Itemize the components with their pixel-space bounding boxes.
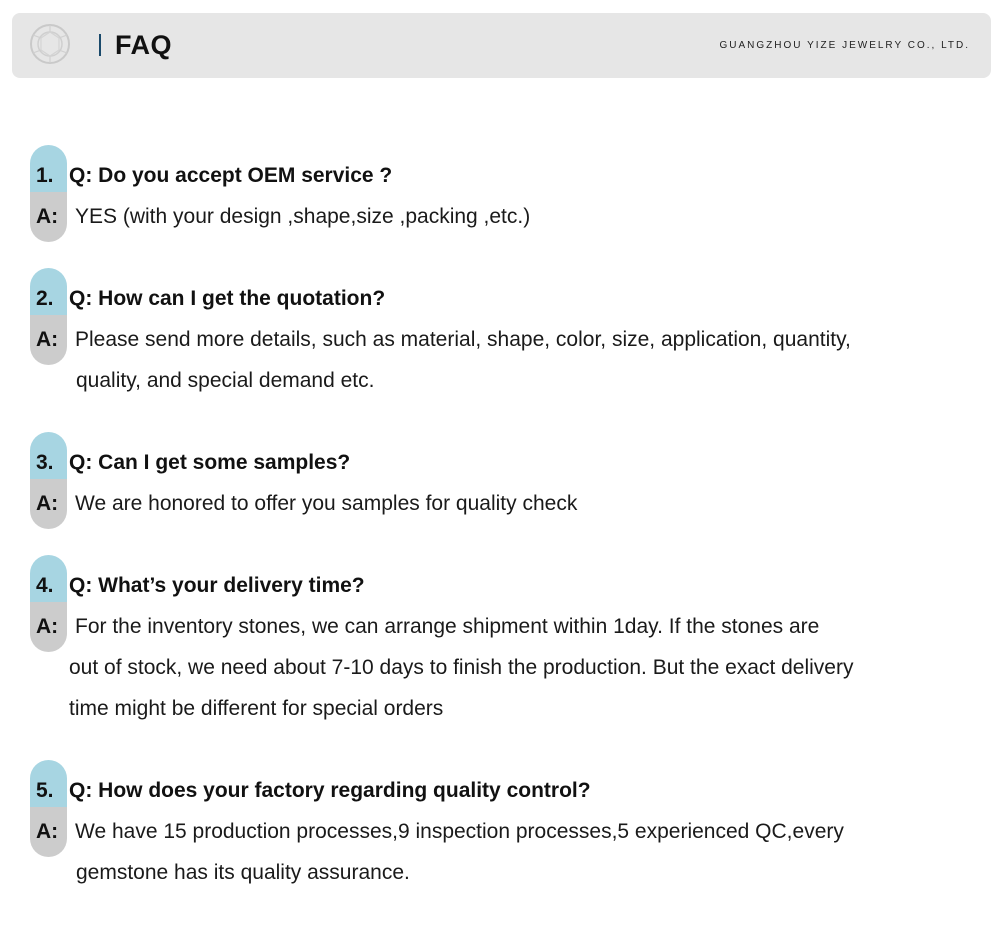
header-divider: [99, 34, 101, 56]
faq-answer-line: quality, and special demand etc.: [76, 369, 375, 392]
faq-number: 1.: [36, 164, 54, 187]
faq-answer-label: A:: [36, 492, 59, 515]
faq-answer-line: We are honored to offer you samples for quality check: [75, 492, 578, 515]
faq-question: Q: Do you accept OEM service ?: [69, 164, 393, 187]
company-name: GUANGZHOU YIZE JEWELRY CO., LTD.: [719, 40, 970, 51]
faq-answer-line: time might be different for special orders: [69, 697, 444, 720]
faq-answer-label: A:: [36, 820, 59, 843]
faq-answer-line: We have 15 production processes,9 inspection processes,5 experienced QC,every: [75, 820, 844, 843]
page-title: FAQ: [115, 30, 173, 60]
faq-answer-label: A:: [36, 328, 59, 351]
faq-number: 2.: [36, 287, 54, 310]
faq-answer-line: out of stock, we need about 7-10 days to finish the production. But the exact delivery: [69, 656, 854, 679]
faq-answer-line: gemstone has its quality assurance.: [76, 861, 410, 884]
faq-question: Q: Can I get some samples?: [69, 451, 351, 474]
faq-answer-line: Please send more details, such as material, shape, color, size, application, quantity,: [75, 328, 851, 351]
faq-answer-line: YES (with your design ,shape,size ,packing ,etc.): [75, 205, 531, 228]
faq-answer-line: For the inventory stones, we can arrange shipment within 1day. If the stones are: [75, 615, 820, 638]
gem-logo-icon: [29, 23, 71, 65]
faq-question: Q: What’s your delivery time?: [69, 574, 365, 597]
faq-number: 3.: [36, 451, 54, 474]
faq-answer-label: A:: [36, 205, 59, 228]
faq-number: 4.: [36, 574, 54, 597]
faq-number: 5.: [36, 779, 54, 802]
faq-answer-label: A:: [36, 615, 59, 638]
faq-question: Q: How can I get the quotation?: [69, 287, 386, 310]
faq-question: Q: How does your factory regarding quality control?: [69, 779, 591, 802]
header-bar: [12, 13, 991, 78]
